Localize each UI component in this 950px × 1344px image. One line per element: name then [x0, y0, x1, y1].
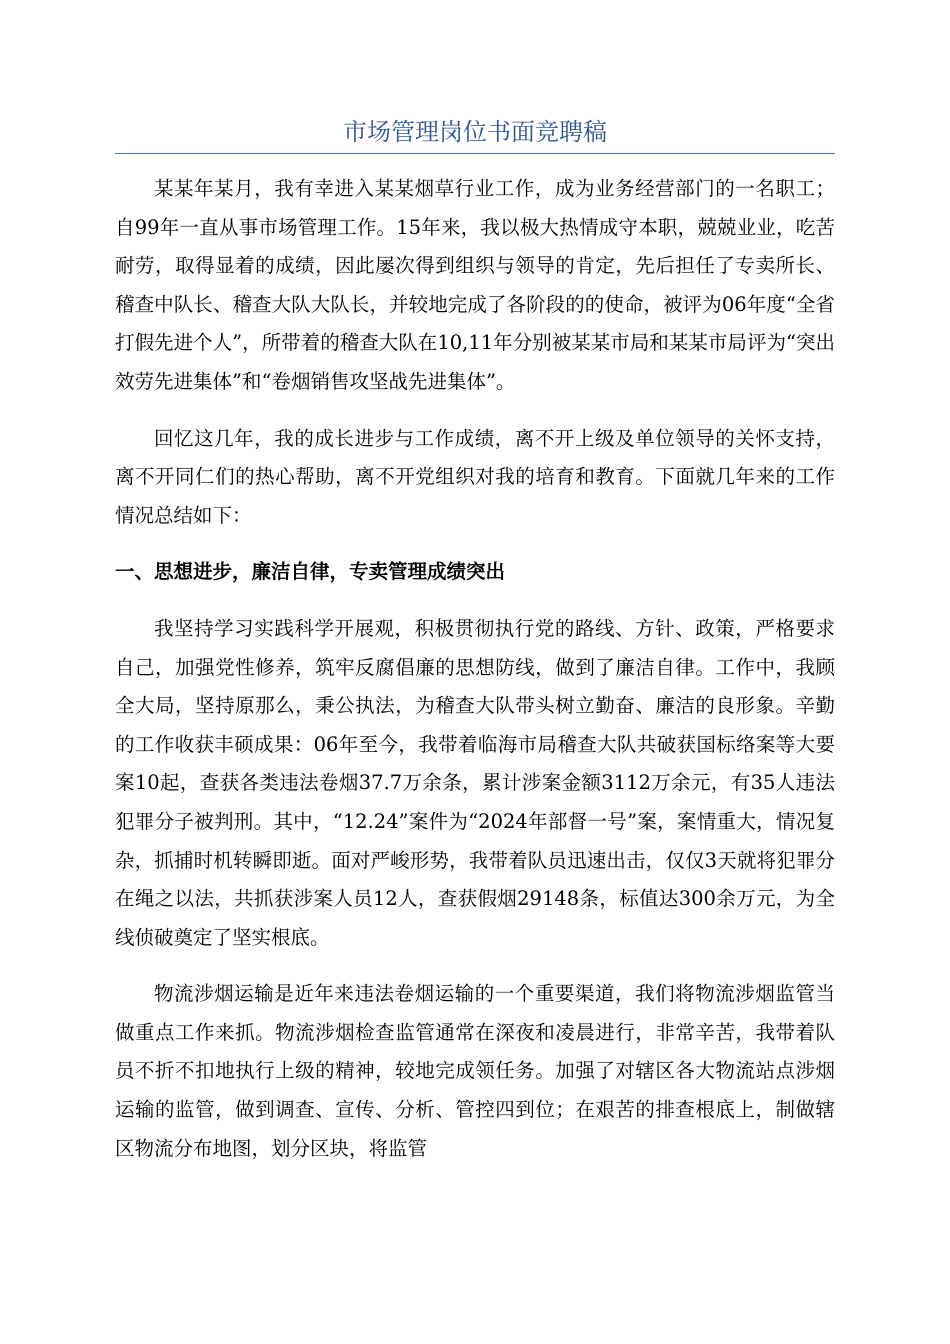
document-body [115, 170, 835, 1186]
paragraph-integrity: 我坚持学习实践科学开展观，积极贯彻执行党的路线、方针、政策，严格要求自己，加强党性修养，筑牢反腐倡廉的思想防线，做到了廉洁自律。工作中，我顾全大局，坚持原那么，秉公执法，为稽查大队带头树立勤奋、廉洁的良形象。辛勤的工作收获丰硕成果：06年至今，我带着临海市局稽查大队共破获国标络案等大要案10起，查获各类违法卷烟37.7万余条，累计涉案金额3112万余元，有35人违法犯罪分子被判刑。其中，“12.24”案件为“2024年部督一号”案，案情重大，情况复杂，抓捕时机转瞬即逝。面对严峻形势，我带着队员迅速出击，仅仅3天就将犯罪分在绳之以法，共抓获涉案人员12人，查获假烟29148条，标值达300余万元，为全线侦破奠定了坚实根底。 [115, 616, 835, 949]
section-heading: 一、思想进步，廉洁自律，专卖管理成绩突出 [115, 560, 506, 584]
paragraph-intro: 某某年某月，我有幸进入某某烟草行业工作，成为业务经营部门的一名职工；自99年一直从事市场管理工作。15年来，我以极大热情成守本职，兢兢业业，吃苦耐劳，取得显着的成绩，因此屡次得到组织与领导的肯定，先后担任了专卖所长、稽查中队长、稽查大队大队长，并较地完成了各阶段的的使命，被评为06年度“全省打假先进个人”，所带着的稽查大队在10,11年分别被某某市局和某某市局评为“突出效劳先进集体”和“卷烟销售攻坚战先进集体”。 [115, 177, 835, 393]
title-divider [115, 153, 835, 154]
paragraph-logistics: 物流涉烟运输是近年来违法卷烟运输的一个重要渠道，我们将物流涉烟监管当做重点工作来抓。物流涉烟检查监管通常在深夜和凌晨进行，非常辛苦，我带着队员不折不扣地执行上级的精神，较地完成领任务。加强了对辖区各大物流站点涉烟运输的监管，做到调查、宣传、分析、管控四到位；在艰苦的排查根底上，制做辖区物流分布地图，划分区块，将监管 [115, 982, 835, 1160]
document-title: 市场管理岗位书面竞聘稿 [343, 118, 607, 146]
paragraph-review: 回忆这几年，我的成长进步与工作成绩，离不开上级及单位领导的关怀支持，离不开同仁们的热心帮助，离不开党组织对我的培育和教育。下面就几年来的工作情况总结如下： [115, 426, 835, 527]
